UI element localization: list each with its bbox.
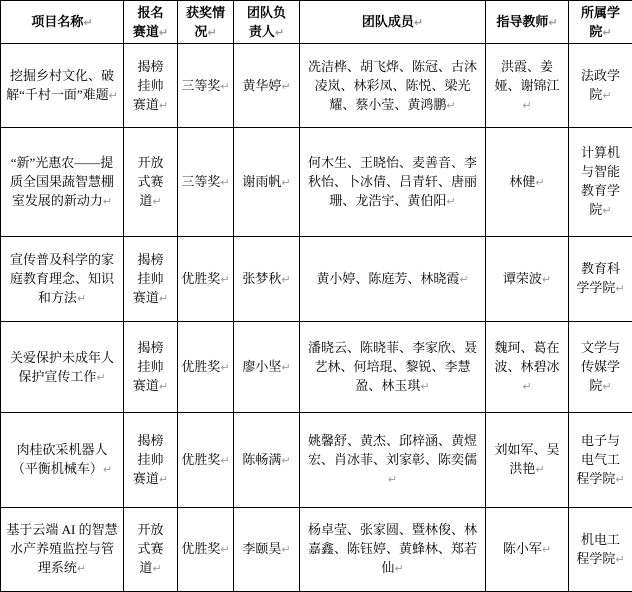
teacher-names: 林健 bbox=[509, 173, 536, 189]
cell-leader bbox=[234, 44, 300, 128]
member-names: 潘晓云、陈晓菲、李家欣、聂艺林、何培琨、黎锐、李慧盈、林玉琪 bbox=[307, 340, 477, 394]
paragraph-mark-icon: ↵ bbox=[220, 453, 230, 467]
paragraph-mark-icon: ↵ bbox=[548, 16, 558, 29]
cell-project bbox=[1, 413, 124, 507]
cell-college bbox=[569, 128, 632, 236]
paragraph-mark-icon: ↵ bbox=[413, 16, 424, 29]
project-name: 挖掘乡村文化、破解“千村一面”难题 bbox=[6, 68, 114, 103]
cell-project bbox=[1, 44, 124, 128]
cell-college bbox=[569, 321, 632, 412]
cell-teachers bbox=[486, 236, 569, 321]
teacher-names: 陈小军 bbox=[502, 541, 542, 557]
cell-leader bbox=[234, 128, 300, 236]
college-name: 电子与电气工程学院 bbox=[576, 432, 620, 486]
paragraph-mark-icon: ↵ bbox=[387, 472, 398, 486]
header-label: 项目名称 bbox=[31, 14, 84, 29]
header-cell-members bbox=[300, 1, 486, 44]
table-row bbox=[1, 321, 632, 412]
table-row bbox=[1, 413, 632, 507]
paragraph-mark-icon: ↵ bbox=[281, 543, 291, 557]
table-row bbox=[1, 44, 632, 128]
track-name: 揭榜挂帅赛道 bbox=[132, 58, 164, 112]
paragraph-mark-icon: ↵ bbox=[541, 543, 552, 557]
teacher-names: 谭荣波 bbox=[502, 270, 542, 286]
paragraph-mark-icon: ↵ bbox=[615, 552, 625, 566]
cell-teachers bbox=[486, 507, 569, 591]
paragraph-mark-icon: ↵ bbox=[446, 194, 456, 208]
paragraph-mark-icon: ↵ bbox=[615, 472, 625, 486]
college-name: 计算机与智能教育学院 bbox=[580, 145, 620, 218]
track-name: 揭榜挂帅赛道 bbox=[132, 251, 164, 305]
cell-college bbox=[569, 236, 632, 321]
cell-members bbox=[300, 128, 486, 236]
cell-award bbox=[178, 44, 234, 128]
cell-track bbox=[124, 321, 178, 412]
track-name: 揭榜挂帅赛道 bbox=[132, 340, 164, 394]
cell-project bbox=[1, 321, 124, 412]
member-names: 黄小婷、陈庭芳、林晓霞 bbox=[316, 270, 460, 286]
cell-award bbox=[178, 128, 234, 236]
paragraph-mark-icon: ↵ bbox=[96, 370, 106, 384]
cell-award bbox=[178, 413, 234, 507]
header-cell-track bbox=[124, 1, 178, 44]
teacher-names: 刘如军、吴洪艳 bbox=[494, 442, 560, 477]
member-names: 杨卓莹、张家圆、暨林俊、林嘉鑫、陈钰婷、黄蜂林、郑若仙 bbox=[307, 522, 477, 576]
paragraph-mark-icon: ↵ bbox=[108, 89, 118, 103]
cell-members bbox=[300, 321, 486, 412]
cell-teachers bbox=[486, 128, 569, 236]
project-name: 宣传普及科学的家庭教育理念、知识和方法 bbox=[9, 251, 114, 305]
paragraph-mark-icon: ↵ bbox=[535, 175, 545, 189]
cell-leader bbox=[234, 321, 300, 412]
paragraph-mark-icon: ↵ bbox=[446, 98, 456, 112]
college-name: 法政学院 bbox=[580, 68, 620, 103]
header-row bbox=[1, 1, 632, 44]
paragraph-mark-icon: ↵ bbox=[158, 380, 169, 394]
cell-college bbox=[569, 44, 632, 128]
cell-members bbox=[300, 507, 486, 591]
table-row bbox=[1, 236, 632, 321]
paragraph-mark-icon: ↵ bbox=[602, 89, 612, 103]
cell-track bbox=[124, 236, 178, 321]
cell-teachers bbox=[486, 413, 569, 507]
cell-award bbox=[178, 321, 234, 412]
header-label: 团队成员 bbox=[361, 14, 414, 29]
paragraph-mark-icon: ↵ bbox=[102, 194, 113, 208]
cell-members bbox=[300, 413, 486, 507]
teacher-names: 洪霞、姜娅、谢锦江 bbox=[494, 58, 560, 93]
paragraph-mark-icon: ↵ bbox=[281, 272, 291, 286]
track-name: 开放式赛道 bbox=[137, 154, 164, 208]
track-name: 开放式赛道 bbox=[137, 522, 164, 576]
college-name: 文学与传媒学院 bbox=[580, 340, 620, 394]
header-cell-project bbox=[1, 1, 124, 44]
cell-track bbox=[124, 507, 178, 591]
cell-project bbox=[1, 507, 124, 591]
cell-members bbox=[300, 236, 486, 321]
header-cell-leader bbox=[234, 1, 300, 44]
paragraph-mark-icon: ↵ bbox=[158, 291, 169, 305]
award-level: 优胜奖 bbox=[181, 451, 221, 467]
teacher-names: 魏珂、葛在波、林碧冰 bbox=[494, 340, 560, 375]
paragraph-mark-icon: ↵ bbox=[281, 361, 291, 375]
leader-name: 张梦秋 bbox=[242, 270, 282, 286]
header-cell-award bbox=[178, 1, 234, 44]
paragraph-mark-icon: ↵ bbox=[602, 380, 612, 394]
paragraph-mark-icon: ↵ bbox=[220, 175, 230, 189]
paragraph-mark-icon: ↵ bbox=[281, 175, 291, 189]
paragraph-mark-icon: ↵ bbox=[220, 79, 230, 93]
leader-name: 陈畅满 bbox=[242, 451, 282, 467]
college-name: 教育科学学院 bbox=[576, 261, 620, 296]
leader-name: 李颐昊 bbox=[242, 541, 282, 557]
header-label: 指导教师 bbox=[496, 14, 549, 29]
cell-college bbox=[569, 413, 632, 507]
cell-members bbox=[300, 44, 486, 128]
paragraph-mark-icon: ↵ bbox=[459, 272, 469, 286]
paragraph-mark-icon: ↵ bbox=[281, 79, 291, 93]
paragraph-mark-icon: ↵ bbox=[535, 463, 545, 477]
paragraph-mark-icon: ↵ bbox=[522, 380, 532, 394]
paragraph-mark-icon: ↵ bbox=[220, 361, 230, 375]
cell-track bbox=[124, 128, 178, 236]
header-label: 报名赛道 bbox=[132, 4, 164, 39]
project-name: 肉桂砍采机器人（平衡机械车） bbox=[11, 442, 108, 477]
paragraph-mark-icon: ↵ bbox=[394, 562, 404, 576]
paragraph-mark-icon: ↵ bbox=[158, 25, 169, 39]
award-level: 三等奖 bbox=[181, 173, 221, 189]
paragraph-mark-icon: ↵ bbox=[102, 463, 113, 477]
paragraph-mark-icon: ↵ bbox=[541, 272, 552, 286]
award-level: 优胜奖 bbox=[181, 359, 221, 375]
cell-track bbox=[124, 413, 178, 507]
college-name: 机电工程学院 bbox=[576, 531, 620, 566]
paragraph-mark-icon: ↵ bbox=[522, 98, 532, 112]
paragraph-mark-icon: ↵ bbox=[158, 472, 169, 486]
paragraph-mark-icon: ↵ bbox=[158, 98, 169, 112]
header-cell-college bbox=[569, 1, 632, 44]
leader-name: 廖小坚 bbox=[242, 359, 282, 375]
member-names: 姚馨舒、黄杰、邱梓涵、黄煜宏、肖冰菲、刘家彰、陈奕儒 bbox=[307, 432, 477, 467]
member-names: 何木生、王晓怡、麦善音、李秋怡、卜冰倩、吕青轩、唐丽珊、龙浩宇、黄伯阳 bbox=[307, 154, 477, 208]
paragraph-mark-icon: ↵ bbox=[76, 291, 87, 305]
header-label: 所属学院 bbox=[580, 4, 620, 39]
cell-leader bbox=[234, 507, 300, 591]
header-label: 团队负责人 bbox=[246, 4, 286, 39]
paragraph-mark-icon: ↵ bbox=[274, 25, 285, 39]
cell-project bbox=[1, 236, 124, 321]
table-row bbox=[1, 128, 632, 236]
paragraph-mark-icon: ↵ bbox=[152, 194, 162, 208]
paragraph-mark-icon: ↵ bbox=[220, 543, 230, 557]
award-level: 三等奖 bbox=[181, 77, 221, 93]
paragraph-mark-icon: ↵ bbox=[152, 562, 162, 576]
paragraph-mark-icon: ↵ bbox=[615, 282, 625, 296]
cell-project bbox=[1, 128, 124, 236]
paragraph-mark-icon: ↵ bbox=[207, 25, 217, 39]
cell-track bbox=[124, 44, 178, 128]
award-level: 优胜奖 bbox=[181, 270, 221, 286]
member-names: 冼洁桦、胡飞烨、陈冠、古沐凌岚、林彩凤、陈悦、梁光耀、蔡小莹、黄鸿鹏 bbox=[307, 58, 477, 112]
award-level: 优胜奖 bbox=[181, 541, 221, 557]
project-name: 关爱保护未成年人保护宣传工作 bbox=[9, 349, 114, 384]
project-name: 基于云端 AI 的智慧水产养殖监控与管理系统 bbox=[6, 522, 118, 576]
paragraph-mark-icon: ↵ bbox=[83, 16, 93, 29]
cell-leader bbox=[234, 236, 300, 321]
track-name: 揭榜挂帅赛道 bbox=[132, 432, 164, 486]
paragraph-mark-icon: ↵ bbox=[602, 204, 612, 218]
project-name: “新”光惠农——提质全国果蔬智慧棚室发展的新动力 bbox=[9, 154, 114, 208]
leader-name: 黄华婷 bbox=[242, 77, 282, 93]
cell-teachers bbox=[486, 44, 569, 128]
cell-award bbox=[178, 507, 234, 591]
paragraph-mark-icon: ↵ bbox=[420, 380, 430, 394]
leader-name: 谢雨帆 bbox=[242, 173, 282, 189]
header-cell-teachers bbox=[486, 1, 569, 44]
paragraph-mark-icon: ↵ bbox=[76, 562, 87, 576]
cell-leader bbox=[234, 413, 300, 507]
table-row bbox=[1, 507, 632, 591]
cell-award bbox=[178, 236, 234, 321]
paragraph-mark-icon: ↵ bbox=[602, 25, 612, 39]
cell-college bbox=[569, 507, 632, 591]
paragraph-mark-icon: ↵ bbox=[281, 453, 291, 467]
paragraph-mark-icon: ↵ bbox=[220, 272, 230, 286]
cell-teachers bbox=[486, 321, 569, 412]
header-label: 获奖情况 bbox=[185, 4, 225, 39]
